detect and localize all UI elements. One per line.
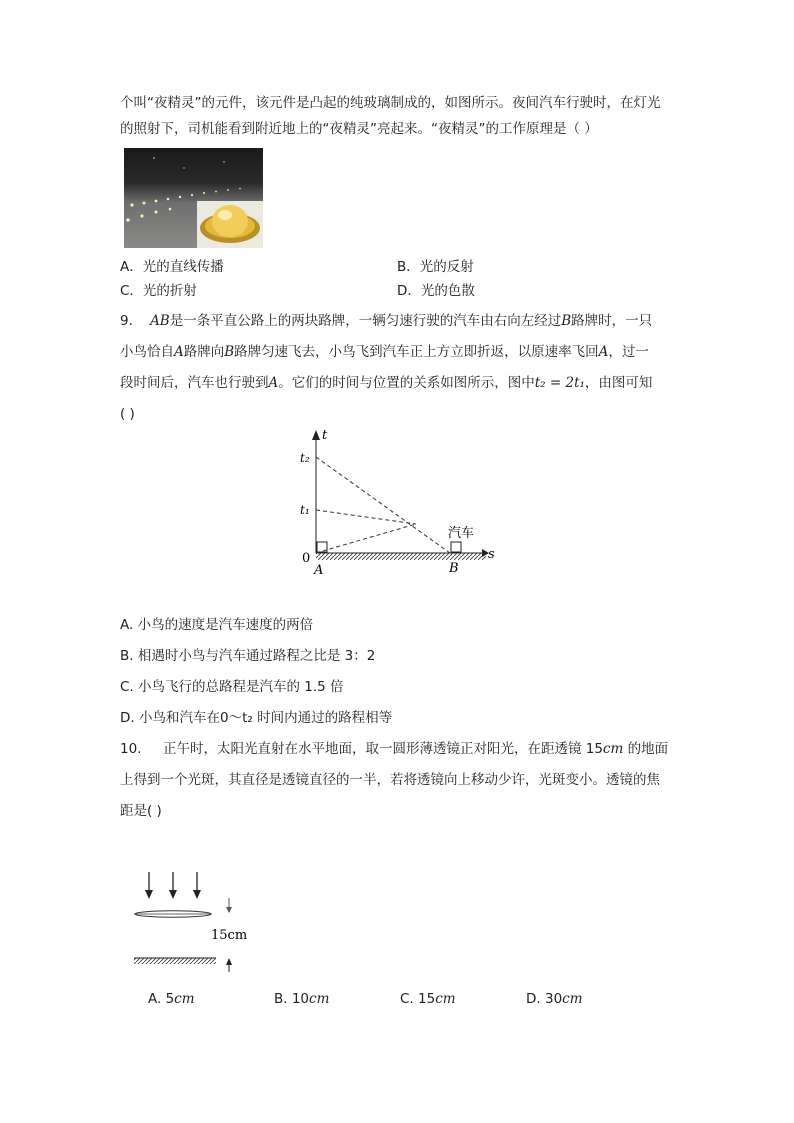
q9-text: 是一条平直公路上的两块路牌，一辆匀速行驶的汽车由右向左经过 xyxy=(169,313,562,329)
q10-text: 正午时，太阳光直射在水平地面，取一圆形薄透镜正对阳光，在距透镜 15 xyxy=(162,741,603,757)
t1-label: t₁ xyxy=(300,503,310,517)
q9-text: ，过一 xyxy=(608,344,649,360)
q9-stem-line-2 xyxy=(120,342,649,362)
q9-option-c[interactable]: C. 小鸟飞行的总路程是汽车的 1.5 倍 xyxy=(120,679,344,695)
night-road-photo xyxy=(124,148,263,248)
bird-outbound-line xyxy=(316,524,416,553)
q10-option-d[interactable] xyxy=(526,989,583,1009)
q10-option-c[interactable] xyxy=(400,989,456,1009)
q9-text: 小鸟恰自 xyxy=(120,344,174,360)
q9-label-a: A xyxy=(598,344,609,360)
q8-option-d[interactable]: D．光的色散 xyxy=(397,283,475,299)
q10-number: 10. xyxy=(120,741,142,757)
q9-text: 路牌匀速飞去，小鸟飞到汽车正上方立即折返，以原速率飞回 xyxy=(234,344,599,360)
q10-option-b[interactable] xyxy=(274,989,329,1009)
q10-lens-figure xyxy=(128,866,258,976)
q9-label-b: B xyxy=(561,313,572,329)
q10-text: 的地面 xyxy=(623,741,669,757)
q9-stem-line-3 xyxy=(120,373,652,393)
q10-stem-line-3: 距是( ) xyxy=(120,803,162,819)
q9-label-ab: AB xyxy=(150,313,170,329)
q9-text: ，由图可知 xyxy=(584,375,653,391)
q10-option-unit: cm xyxy=(562,991,583,1007)
ray-arrow-icons xyxy=(145,890,201,899)
arrow-up-icon xyxy=(226,958,232,965)
q10-option-label: D. 30 xyxy=(526,991,563,1007)
q9-label-b: B xyxy=(224,344,235,360)
q8-option-c[interactable]: C．光的折射 xyxy=(120,283,197,299)
q8-stem-line-2: 的照射下，司机能看到附近地上的“夜精灵”亮起来。“夜精灵”的工作原理是（ ） xyxy=(120,121,598,137)
t-axis-arrow-icon xyxy=(312,430,320,440)
q9-text: 路牌向 xyxy=(183,344,225,360)
q9-time-position-graph xyxy=(290,424,500,580)
q9-option-d[interactable]: D. 小鸟和汽车在0～t₂ 时间内通过的路程相等 xyxy=(120,710,393,726)
q9-text: 段时间后，汽车也行驶到 xyxy=(120,375,269,391)
car-path-line xyxy=(316,457,450,553)
s-axis-label: s xyxy=(488,547,495,562)
night-road-lights-illustration xyxy=(124,148,263,248)
q10-option-label: C. 15 xyxy=(400,991,436,1007)
q9-stem-line-4: ( ) xyxy=(120,406,135,422)
q9-number: 9. xyxy=(120,313,133,329)
q9-text: 。它们的时间与位置的关系如图所示，图中 xyxy=(278,375,535,391)
q8-stem-line-1: 个叫“夜精灵”的元件，该元件是凸起的纯玻璃制成的，如图所示。夜间汽车行驶时，在灯光 xyxy=(120,95,661,111)
point-b-label: B xyxy=(449,561,459,576)
car-label: 汽车 xyxy=(448,526,475,541)
q9-label-a: A xyxy=(268,375,279,391)
q10-option-label: A. 5 xyxy=(148,991,175,1007)
origin-label: 0 xyxy=(302,551,311,566)
point-a-label: A xyxy=(314,563,324,578)
ground-hatching xyxy=(134,958,216,964)
q10-stem-line-2: 上得到一个光斑，其直径是透镜直径的一半，若将透镜向上移动少许，光斑变小。透镜的焦 xyxy=(120,772,660,788)
bird-return-line xyxy=(316,510,416,524)
q9-option-a[interactable]: A. 小鸟的速度是汽车速度的两倍 xyxy=(120,617,314,633)
q9-option-b[interactable]: B. 相遇时小鸟与汽车通过路程之比是 3：2 xyxy=(120,648,376,664)
q8-option-a[interactable]: A．光的直线传播 xyxy=(120,259,224,275)
q8-option-b[interactable]: B．光的反射 xyxy=(397,259,474,275)
q10-option-label: B. 10 xyxy=(274,991,310,1007)
q10-stem-line-1 xyxy=(120,739,668,759)
q10-option-a[interactable] xyxy=(148,989,195,1009)
t-axis-label: t xyxy=(322,428,328,443)
q9-stem-line-1 xyxy=(120,311,652,331)
arrow-down-icon xyxy=(226,907,232,913)
car-box xyxy=(451,542,461,552)
q10-option-unit: cm xyxy=(309,991,330,1007)
q9-text: 路牌时，一只 xyxy=(571,313,653,329)
q9-label-a: A xyxy=(174,344,184,360)
q9-equation: t₂ = 2t₁ xyxy=(534,375,585,391)
q10-unit: cm xyxy=(602,741,624,757)
q10-option-unit: cm xyxy=(174,991,195,1007)
t2-label: t₂ xyxy=(300,451,310,465)
distance-label: 15cm xyxy=(211,928,248,943)
q10-option-unit: cm xyxy=(435,991,456,1007)
ground-hatching xyxy=(316,553,486,560)
